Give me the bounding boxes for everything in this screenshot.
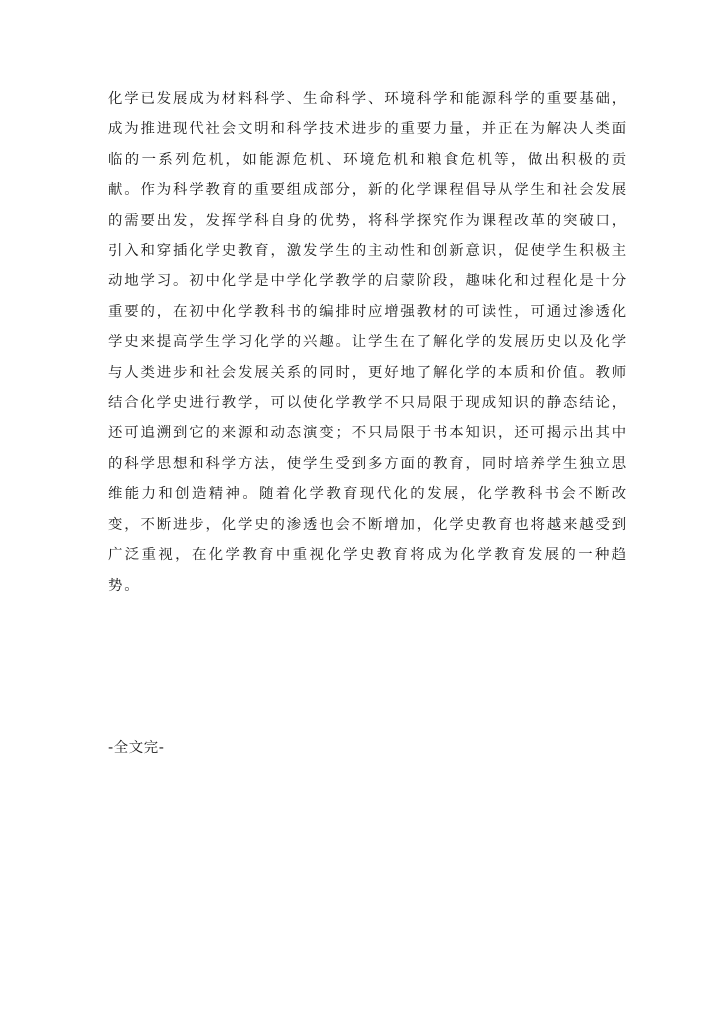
body-paragraph: 化学已发展成为材料科学、生命科学、环境科学和能源科学的重要基础，成为推进现代社会文明和科学技术进步的重要力量，并正在为解决人类面临的一系列危机，如能源危机、环境危机和粮食危机等，做出积极的贡献。作为科学教育的重要组成部分，新的化学课程倡导从学生和社会发展的需要出发，发挥学科自身的优势，将科学探究作为课程改革的突破口，引入和穿插化学史教育，激发学生的主动性和创新意识，促使学生积极主动地学习。初中化学是中学化学教学的启蒙阶段，趣味化和过程化是十分重要的，在初中化学教科书的编排时应增强教材的可读性，可通过渗透化学史来提高学生学习化学的兴趣。让学生在了解化学的发展历史以及化学与人类进步和社会发展关系的同时，更好地了解化学的本质和价值。教师结合化学史进行教学，可以使化学教学不只局限于现成知识的静态结论，还可追溯到它的来源和动态演变；不只局限于书本知识，还可揭示出其中的科学思想和科学方法，使学生受到多方面的教育，同时培养学生独立思维能力和创造精神。随着化学教育现代化的发展，化学教科书会不断改变，不断进步，化学史的渗透也会不断增加，化学史教育也将越来越受到广泛重视，在化学教育中重视化学史教育将成为化学教育发展的一种趋势。 bbox=[108, 91, 628, 594]
end-of-text-mark: -全文完- bbox=[108, 740, 165, 756]
